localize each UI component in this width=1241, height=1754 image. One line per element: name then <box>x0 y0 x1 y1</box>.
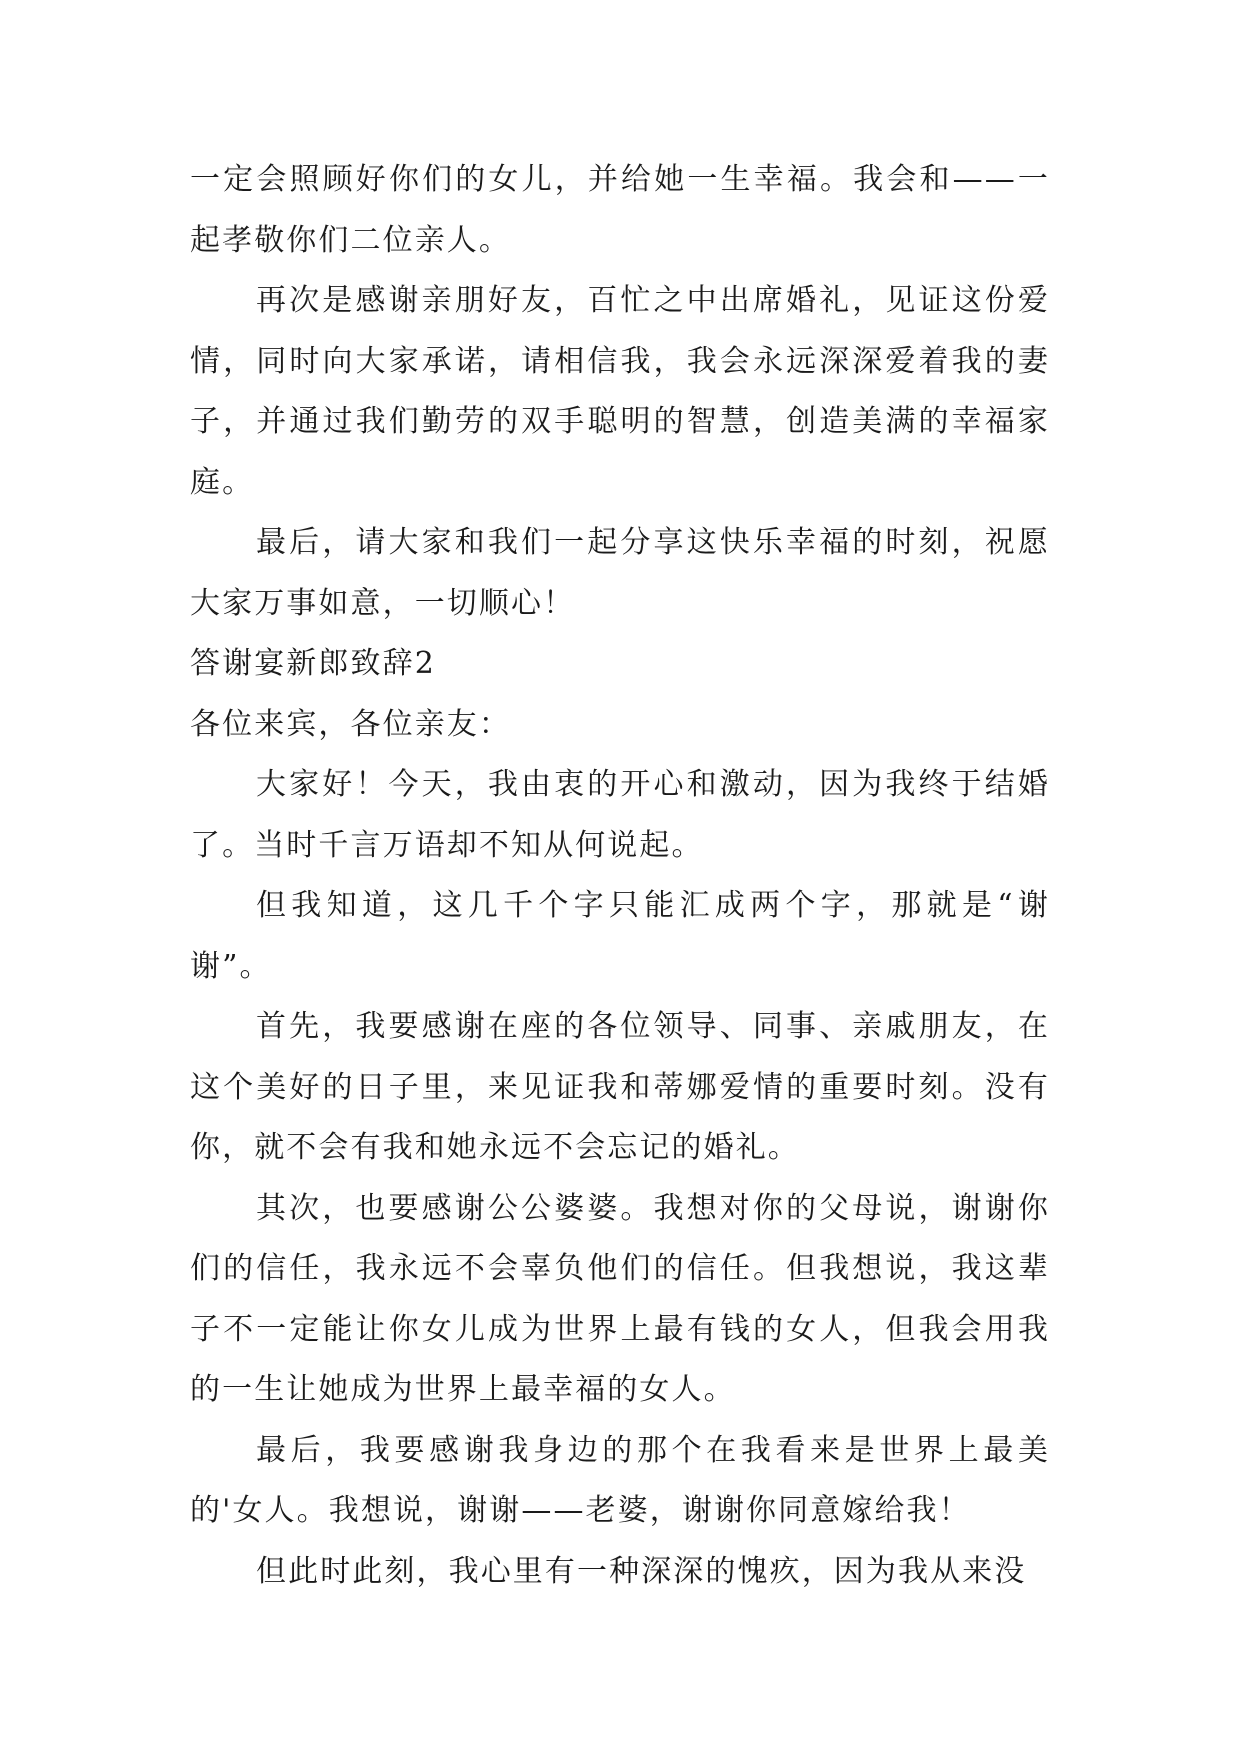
paragraph-thanks-parents: 其次，也要感谢公公婆婆。我想对你的父母说，谢谢你们的信任，我永远不会辜负他们的信任。但我想说，我这辈子不一定能让你女儿成为世界上最有钱的女人，但我会用我的一生让她成为世界上最幸福的女人。 <box>190 1190 1050 1407</box>
paragraph-closing-wishes: 最后，请大家和我们一起分享这快乐幸福的时刻，祝愿大家万事如意，一切顺心！ <box>190 525 1050 621</box>
paragraph-greeting: 大家好！今天，我由衷的开心和激动，因为我终于结婚了。当时千言万语却不知从何说起。 <box>190 767 1050 863</box>
paragraph-continuation: 一定会照顾好你们的女儿，并给她一生幸福。我会和——一起孝敬你们二位亲人。 <box>190 162 1050 258</box>
document-body <box>190 150 1050 1602</box>
paragraph-thanks-wife: 最后，我要感谢我身边的那个在我看来是世界上最美的'女人。我想说，谢谢——老婆，谢谢你同意嫁给我！ <box>190 1432 1050 1528</box>
paragraph-thanks-friends: 再次是感谢亲朋好友，百忙之中出席婚礼，见证这份爱情，同时向大家承诺，请相信我，我会永远深深爱着我的妻子，并通过我们勤劳的双手聪明的智慧，创造美满的幸福家庭。 <box>190 283 1050 500</box>
salutation: 各位来宾，各位亲友： <box>190 706 511 742</box>
paragraph-guilt: 但此时此刻，我心里有一种深深的愧疚，因为我从来没 <box>256 1553 1027 1589</box>
section-title: 答谢宴新郎致辞2 <box>190 646 436 681</box>
paragraph-thanks-guests: 首先，我要感谢在座的各位领导、同事、亲戚朋友，在这个美好的日子里，来见证我和蒂娜爱情的重要时刻。没有你，就不会有我和她永远不会忘记的婚礼。 <box>190 1009 1050 1165</box>
paragraph-thank-you: 但我知道，这几千个字只能汇成两个字，那就是“谢谢”。 <box>190 888 1050 984</box>
